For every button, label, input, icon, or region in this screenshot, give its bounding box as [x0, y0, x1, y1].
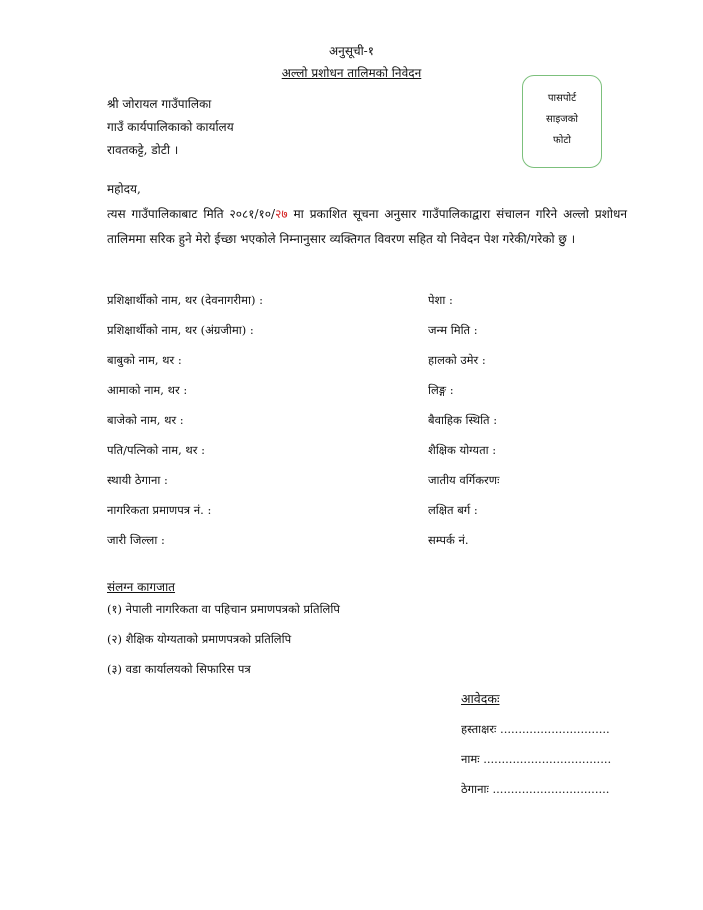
field-trainee-name-english: प्रशिक्षार्थीको नाम, थर (अंग्रजीमा) :	[107, 323, 254, 337]
salutation: महोदय,	[107, 182, 141, 196]
address-line-2: गाउँ कार्यपालिकाको कार्यालय	[107, 120, 234, 134]
schedule-label: अनुसूची-१	[329, 44, 374, 58]
field-ethnic-classification: जातीय वर्गिकरणः	[428, 473, 500, 487]
field-contact-number: सम्पर्क नं.	[428, 533, 469, 547]
applicant-name-line: नामः ...................................	[461, 752, 612, 766]
attachments-heading: संलग्न कागजात	[107, 580, 176, 594]
field-trainee-name-devanagari: प्रशिक्षार्थीको नाम, थर (देवनागरीमा) :	[107, 293, 263, 307]
field-father-name: बाबुको नाम, थर :	[107, 353, 182, 367]
photo-box-line-1: पासपोर्ट	[547, 93, 577, 104]
photo-box-line-2: साइजको	[546, 114, 578, 125]
field-marital-status: बैवाहिक स्थिति :	[428, 413, 498, 427]
attachment-item-3: (३) वडा कार्यालयको सिफारिस पत्र	[107, 662, 251, 676]
field-issued-district: जारी जिल्ला :	[107, 533, 165, 547]
body-date-highlight: २७	[275, 207, 288, 221]
address-line-3: रावतकट्टे, डोटी ।	[107, 143, 179, 157]
applicant-address-line: ठेगानाः ................................	[461, 782, 610, 796]
field-target-group: लक्षित बर्ग :	[428, 503, 478, 517]
body-paragraph	[107, 202, 627, 252]
field-grandfather-name: बाजेको नाम, थर :	[107, 413, 184, 427]
field-mother-name: आमाको नाम, थर :	[107, 383, 188, 397]
field-spouse-name: पति/पत्निको नाम, थर :	[107, 443, 205, 457]
applicant-signature-line: हस्ताक्षरः ..............................	[461, 722, 610, 736]
field-citizenship-number: नागरिकता प्रमाणपत्र नं. :	[107, 503, 212, 517]
field-permanent-address: स्थायी ठेगाना :	[107, 473, 168, 487]
attachment-item-1: (१) नेपाली नागरिकता वा पहिचान प्रमाणपत्रको प्रतिलिपि	[107, 602, 340, 616]
attachment-item-2: (२) शैक्षिक योग्यताको प्रमाणपत्रको प्रतिलिपि	[107, 632, 292, 646]
field-date-of-birth: जन्म मिति :	[428, 323, 478, 337]
field-occupation: पेशा :	[428, 293, 453, 307]
field-education: शैक्षिक योग्यता :	[428, 443, 497, 457]
field-current-age: हालको उमेर :	[428, 353, 486, 367]
body-text-before-date: त्यस गाउँपालिकाबाट मिति २०८१/१०/	[107, 207, 276, 221]
photo-box-line-3: फोटो	[553, 135, 571, 146]
form-title: अल्लो प्रशोधन तालिमको निवेदन	[281, 66, 422, 80]
applicant-heading: आवेदकः	[461, 691, 500, 706]
passport-photo-box	[522, 75, 602, 168]
body-text-after-date: मा प्रकाशित सूचना अनुसार गाउँपालिकाद्वारा संचालन गरिने अल्लो प्रशोधन तालिममा सरिक हुने मेरो ईच्छा भएकोले निम्नानुसार व्यक्तिगत विवरण सहित यो निवेदन पेश गरेकी/गरेको छु ।	[107, 207, 627, 246]
address-line-1: श्री जोरायल गाउँपालिका	[107, 97, 212, 111]
field-gender: लिङ्ग :	[428, 383, 454, 397]
